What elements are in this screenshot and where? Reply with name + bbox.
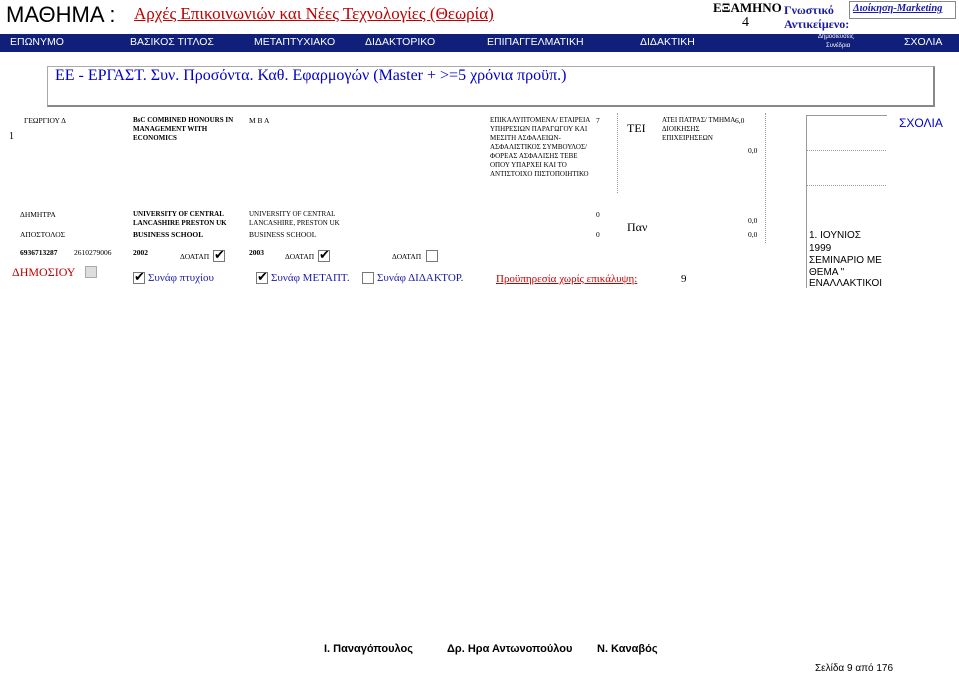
prof-years-2: 0 [596, 210, 600, 219]
teach-value-2: 0,0 [748, 146, 758, 155]
msc-year: 2003 [249, 248, 264, 257]
record-father-name: ΑΠΟΣΤΟΛΟΣ [20, 230, 66, 239]
bsc-doatap-checkbox[interactable] [213, 250, 225, 262]
col-publications-1: Δημοσιεύσεις [818, 34, 854, 40]
field-label-1: Γνωστικό [784, 3, 834, 17]
col-teaching: ΔΙΔΑΚΤΙΚΗ [640, 36, 695, 48]
record-surname: ΓΕΩΡΓΙΟΥ Δ [24, 116, 66, 125]
col-surname: ΕΠΩΝΥΜΟ [10, 36, 64, 48]
record-phone-2: 2610279006 [74, 248, 112, 257]
pan-label: Παν [627, 220, 648, 234]
teaching-description: ΑΤΕΙ ΠΑΤΡΑΣ/ ΤΜΗΜΑ ΔΙΟΙΚΗΣΗΣ ΕΠΙΧΕΙΡΗΣΕΩΝ [662, 116, 735, 142]
related-doctoral-label: Συνάφ ΔΙΔΑΚΤΟΡ. [377, 272, 464, 284]
category-title: ΕΕ - ΕΡΓΑΣΤ. Συν. Προσόντα. Καθ. Εφαρμογών (Master + >=5 χρόνια προϋπ.) [55, 67, 567, 84]
prof-years-1: 7 [596, 116, 600, 125]
comments-text-3: ΣΕΜΙΝΑΡΙΟ ΜΕ [809, 255, 882, 266]
teach-value-1: 6,0 [735, 116, 745, 125]
sector-checkbox[interactable] [85, 266, 97, 278]
course-label: ΜΑΘΗΜΑ : [6, 2, 116, 27]
msc-doatap-label: ΔΟΑΤΑΠ [285, 252, 315, 261]
uncovered-experience-label: Προϋπηρεσία χωρίς επικάλυψη: [496, 273, 638, 285]
phd-doatap-label: ΔΟΑΤΑΠ [392, 252, 422, 261]
msc-title: M B A [249, 116, 270, 125]
record-first-name: ΔΗΜΗΤΡΑ [20, 210, 56, 219]
teach-value-4: 0,0 [748, 230, 758, 239]
col-publications-2: Συνέδρια [826, 43, 851, 49]
msc-school: BUSINESS SCHOOL [249, 230, 317, 239]
tei-label: ΤΕΙ [627, 121, 646, 135]
comments-text-5: ΕΝΑΛΛΑΚΤΙΚΟΙ [809, 278, 883, 289]
professional-description: ΕΠΙΚΑΛΥΠΤΟΜΕΝΑ/ ΕΤΑΙΡΕΙΑ ΥΠΗΡΕΣΙΩΝ ΠΑΡΑΓΩΓΟΥ ΚΑΙ ΜΕΣΙΤΗ ΑΣΦΑΛΕΙΩΝ- ΑΣΦΑΛΙΣΤΙΚΟΣ ΣΥΜΒΟΥΛΟΣ/ ΦΟΡΕΑΣ ΑΣΦΑΛΙΣΗΣ ΤΕΒΕ ΟΠΟΥ ΥΠΑΡΧΕΙ ΚΑΙ ΤΟ ΑΝΤΙΣΤΟΙΧΟ ΠΙΣΤΟΠΟΙΗΤΙΚΟ [490, 116, 590, 178]
related-doctoral-checkbox[interactable] [362, 272, 374, 284]
related-degree-checkbox[interactable] [133, 272, 145, 284]
divider-teach-pub [765, 113, 766, 243]
msc-doatap-checkbox[interactable] [318, 250, 330, 262]
page-number: Σελίδα 9 από 176 [815, 663, 894, 674]
pub-line-2 [806, 185, 886, 186]
comments-link[interactable]: ΣΧΟΛΙΑ [899, 116, 943, 130]
semester-label: ΕΞΑΜΗΝΟ [713, 0, 782, 15]
phd-doatap-checkbox[interactable] [426, 250, 438, 262]
col-comments: ΣΧΟΛΙΑ [904, 36, 943, 48]
related-masters-checkbox[interactable] [256, 272, 268, 284]
column-header-bar [0, 34, 959, 52]
signature-1: Ι. Παναγόπουλος [324, 643, 413, 655]
related-masters-label: Συνάφ ΜΕΤΑΠΤ. [271, 272, 350, 284]
col-professional: ΕΠΙΠΑΓΓΕΛΜΑΤΙΚΗ [487, 36, 584, 48]
bsc-year: 2002 [133, 248, 148, 257]
divider-prof-teach [617, 113, 618, 193]
col-basic-title: ΒΑΣΙΚΟΣ ΤΙΤΛΟΣ [130, 36, 214, 48]
field-label-2: Αντικείμενο: [784, 17, 850, 31]
prof-years-3: 0 [596, 230, 600, 239]
comments-text-2: 1999 [809, 243, 832, 254]
col-doctoral: ΔΙΔΑΚΤΟΡΙΚΟ [365, 36, 436, 48]
course-title: Αρχές Επικοινωνιών και Νέες Τεχνολογίες (Θεωρία) [134, 4, 494, 23]
bsc-doatap-label: ΔΟΑΤΑΠ [180, 252, 210, 261]
comments-text-4: ΘΕΜΑ " [809, 267, 845, 278]
record-index: 1 [9, 131, 14, 142]
bsc-title: BsC COMBINED HONOURS IN MANAGEMENT WITH ECONOMICS [133, 116, 234, 142]
record-phone-1: 6936713287 [20, 248, 58, 257]
record-sector: ΔΗΜΟΣΙΟΥ [12, 265, 76, 279]
bsc-school: BUSINESS SCHOOL [133, 230, 204, 239]
field-value: Διοίκηση-Marketing [853, 3, 943, 14]
related-degree-label: Συνάφ πτυχίου [148, 272, 214, 284]
col-masters: ΜΕΤΑΠΤΥΧΙΑΚΟ [254, 36, 336, 48]
uncovered-experience-value: 9 [681, 273, 687, 285]
comments-text-1: 1. ΙΟΥΝΙΟΣ [809, 230, 861, 241]
pub-line-1 [806, 150, 886, 151]
signature-2: Δρ. Ηρα Αντωνοπούλου [447, 643, 573, 655]
signature-3: Ν. Καναβός [597, 643, 658, 655]
semester-value: 4 [742, 15, 749, 30]
msc-university: UNIVERSITY OF CENTRAL LANCASHIRE, PRESTON UK [249, 210, 340, 227]
teach-value-3: 0,0 [748, 216, 758, 225]
bsc-university: UNIVERSITY OF CENTRAL LANCASHIRE PRESTON UK [133, 210, 227, 227]
